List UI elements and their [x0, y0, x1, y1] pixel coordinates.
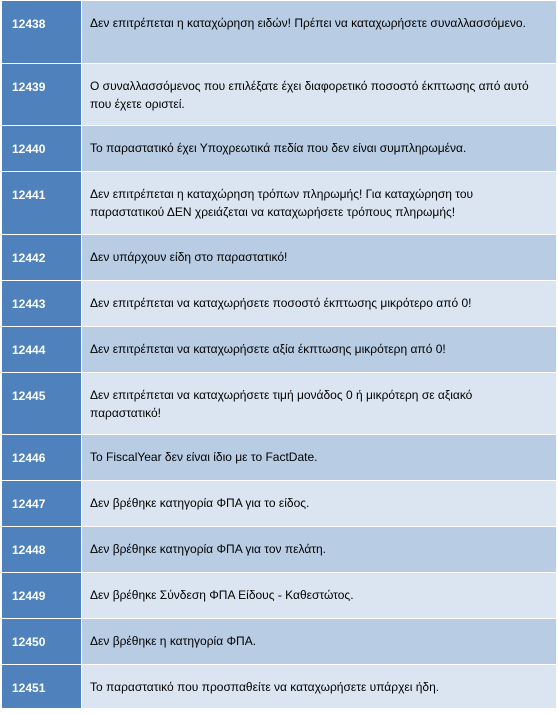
error-code: 12448: [2, 527, 82, 573]
error-code: 12449: [2, 573, 82, 619]
error-code: 12443: [2, 281, 82, 327]
table-row: [2, 481, 557, 527]
error-code: 12445: [2, 373, 82, 435]
error-code: 12438: [2, 1, 82, 64]
table-row: [2, 619, 557, 665]
table-row: [2, 1, 557, 64]
error-code: 12447: [2, 481, 82, 527]
error-message: Δεν επιτρέπεται να καταχωρήσετε τιμή μονάδος 0 ή μικρότερη σε αξιακό παραστατικό!: [82, 373, 557, 435]
error-codes-table: [1, 0, 557, 709]
error-code: 12444: [2, 327, 82, 373]
error-code: 12439: [2, 64, 82, 126]
error-message: Δεν βρέθηκε η κατηγορία ΦΠΑ.: [82, 619, 557, 665]
error-message: Δεν επιτρέπεται να καταχωρήσετε ποσοστό έκπτωσης μικρότερο από 0!: [82, 281, 557, 327]
error-code: 12451: [2, 665, 82, 709]
error-message: Ο συναλλασσόμενος που επιλέξατε έχει διαφορετικό ποσοστό έκπτωσης από αυτό που έχετε οριστεί.: [82, 64, 557, 126]
table-row: [2, 235, 557, 281]
table-row: [2, 126, 557, 172]
table-row: [2, 64, 557, 126]
error-code: 12446: [2, 435, 82, 481]
table-row: [2, 665, 557, 709]
error-message: Δεν επιτρέπεται η καταχώρηση τρόπων πληρωμής! Για καταχώρηση του παραστατικού ΔΕΝ χρειάζεται να καταχωρήσετε τρόπους πληρωμής!: [82, 172, 557, 235]
error-message: Το FiscalYear δεν είναι ίδιο με το FactDate.: [82, 435, 557, 481]
table-row: [2, 281, 557, 327]
error-message: Δεν βρέθηκε Σύνδεση ΦΠΑ Είδους - Καθεστώτος.: [82, 573, 557, 619]
table-row: [2, 527, 557, 573]
table-row: [2, 373, 557, 435]
error-message: Δεν υπάρχουν είδη στο παραστατικό!: [82, 235, 557, 281]
table-row: [2, 172, 557, 235]
table-row: [2, 573, 557, 619]
error-message: Δεν επιτρέπεται η καταχώρηση ειδών! Πρέπει να καταχωρήσετε συναλλασσόμενο.: [82, 1, 557, 64]
error-message: Δεν επιτρέπεται να καταχωρήσετε αξία έκπτωσης μικρότερη από 0!: [82, 327, 557, 373]
error-code: 12441: [2, 172, 82, 235]
error-message: Το παραστατικό έχει Υποχρεωτικά πεδία που δεν είναι συμπληρωμένα.: [82, 126, 557, 172]
error-message: Το παραστατικό που προσπαθείτε να καταχωρήσετε υπάρχει ήδη.: [82, 665, 557, 709]
error-message: Δεν βρέθηκε κατηγορία ΦΠΑ για τον πελάτη.: [82, 527, 557, 573]
error-message: Δεν βρέθηκε κατηγορία ΦΠΑ για το είδος.: [82, 481, 557, 527]
table-row: [2, 327, 557, 373]
error-code: 12442: [2, 235, 82, 281]
table-row: [2, 435, 557, 481]
error-code: 12450: [2, 619, 82, 665]
error-code: 12440: [2, 126, 82, 172]
